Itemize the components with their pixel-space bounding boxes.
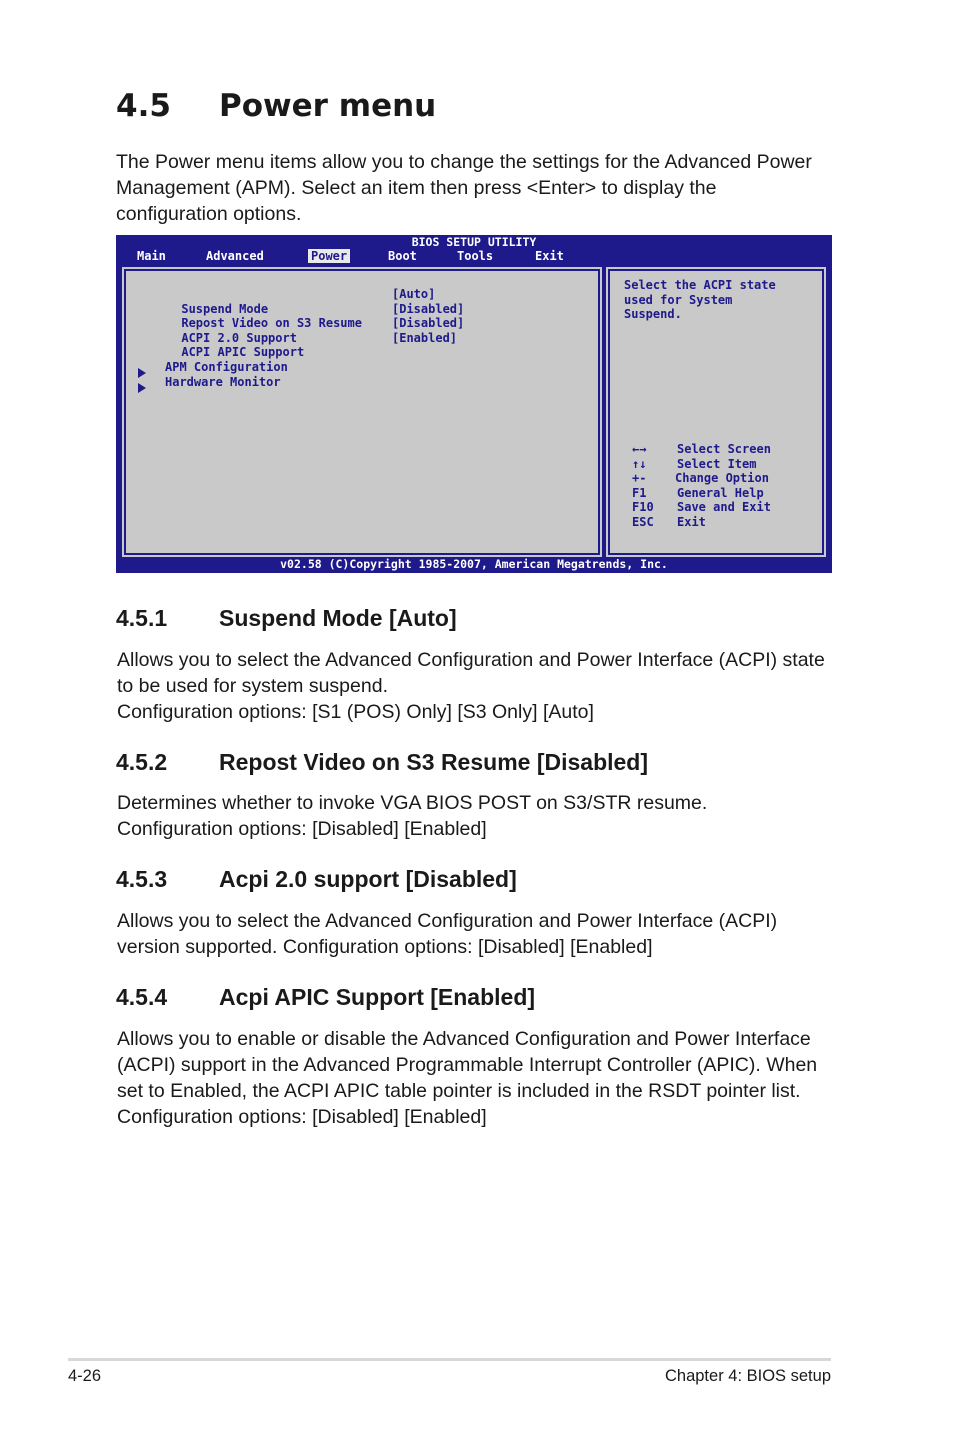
tab-boot[interactable]: Boot — [388, 249, 417, 263]
bios-item-value[interactable]: [Disabled] — [392, 316, 465, 330]
bios-item-value[interactable]: [Disabled] — [392, 301, 465, 316]
body-line: (ACPI) support in the Advanced Programmable Interrupt Controller (APIC). When — [117, 1054, 818, 1076]
bios-item-value[interactable]: [Auto] — [392, 287, 436, 301]
body-line: Configuration options: [S1 (POS) Only] [S3 Only] [Auto] — [117, 701, 594, 723]
subsection-body — [117, 908, 777, 960]
tab-power[interactable]: Power — [308, 249, 350, 263]
key-action: Select Item — [677, 456, 757, 471]
bios-settings-panel — [120, 265, 604, 559]
subsection-title — [116, 984, 535, 1011]
footer-divider — [68, 1358, 831, 1361]
section-intro: The Power menu items allow you to change the settings for the Advanced Power Management (APM). Select an item then press <Enter> to display the configuration options. — [116, 151, 812, 225]
body-line: Configuration options: [Disabled] [Enabled] — [117, 818, 487, 840]
help-line: Select the ACPI state — [624, 278, 776, 292]
tab-exit[interactable]: Exit — [535, 249, 564, 263]
body-line: to be used for system suspend. — [117, 675, 388, 697]
subsection-title-text: Acpi APIC Support [Enabled] — [219, 984, 536, 1010]
body-line: Allows you to enable or disable the Advanced Configuration and Power Interface — [117, 1028, 811, 1050]
subsection-body — [117, 790, 707, 842]
subsection-number: 4.5.1 — [116, 605, 168, 631]
chapter-label: Chapter 4: BIOS setup — [664, 1367, 831, 1385]
body-line: set to Enabled, the ACPI APIC table pointer is included in the RSDT pointer list. — [117, 1080, 801, 1102]
subsection-title — [116, 749, 648, 776]
body-line: Determines whether to invoke VGA BIOS POST on S3/STR resume. — [117, 792, 708, 814]
left-right-arrows-icon: ←→ — [632, 442, 647, 456]
section-title — [116, 88, 436, 124]
bios-item-label: ACPI APIC Support — [181, 345, 305, 359]
bios-copyright: v02.58 (C)Copyright 1985-2007, American Megatrends, Inc. — [280, 557, 668, 571]
bios-title: BIOS SETUP UTILITY — [411, 235, 537, 249]
up-down-arrows-icon: ↑↓ — [632, 456, 647, 471]
bios-item-value[interactable]: [Enabled] — [392, 330, 458, 345]
tab-tools[interactable]: Tools — [457, 249, 494, 263]
subsection-title-text: Repost Video on S3 Resume [Disabled] — [219, 749, 649, 775]
subsection-number: 4.5.2 — [116, 749, 168, 775]
key-label: +- — [632, 471, 647, 485]
subsection-body — [117, 1026, 817, 1130]
key-label: F1 — [632, 485, 647, 500]
help-line: Suspend. — [624, 307, 682, 321]
submenu-arrow-icon — [138, 378, 146, 397]
section-title-text: Power menu — [219, 88, 437, 124]
body-line: Configuration options: [Disabled] [Enabled] — [117, 1106, 487, 1128]
tab-main[interactable]: Main — [137, 249, 166, 263]
section-number: 4.5 — [116, 88, 171, 124]
help-line: used for System — [624, 292, 733, 307]
bios-item-label: ACPI 2.0 Support — [181, 330, 297, 345]
body-line: version supported. Configuration options: [Disabled] [Enabled] — [117, 936, 653, 958]
subsection-body — [117, 647, 825, 725]
key-action: Save and Exit — [677, 500, 771, 514]
page-number: 4-26 — [68, 1367, 102, 1385]
subsection-title — [116, 866, 517, 893]
tab-advanced[interactable]: Advanced — [206, 249, 264, 263]
key-label: F10 — [632, 500, 654, 514]
key-action: Exit — [677, 514, 706, 529]
bios-screenshot — [116, 235, 832, 573]
subsection-title — [116, 605, 457, 632]
bios-item-label: Repost Video on S3 Resume — [181, 316, 362, 330]
submenu-apm-configuration[interactable]: APM Configuration — [165, 360, 288, 374]
body-line: Allows you to select the Advanced Configuration and Power Interface (ACPI) state — [117, 649, 825, 671]
subsection-title-text: Suspend Mode [Auto] — [219, 605, 457, 631]
submenu-hardware-monitor[interactable]: Hardware Monitor — [165, 374, 281, 389]
key-action: Change Option — [675, 471, 769, 485]
key-action: General Help — [677, 485, 764, 500]
subsection-number: 4.5.3 — [116, 866, 168, 892]
key-label: ESC — [632, 514, 654, 529]
subsection-number: 4.5.4 — [116, 984, 168, 1010]
key-action: Select Screen — [677, 442, 771, 456]
subsection-title-text: Acpi 2.0 support [Disabled] — [219, 866, 517, 892]
body-line: Allows you to select the Advanced Configuration and Power Interface (ACPI) — [117, 910, 778, 932]
bios-tab-bar — [116, 249, 832, 263]
bios-item-label: Suspend Mode — [181, 301, 269, 316]
bios-help-panel — [604, 265, 828, 559]
